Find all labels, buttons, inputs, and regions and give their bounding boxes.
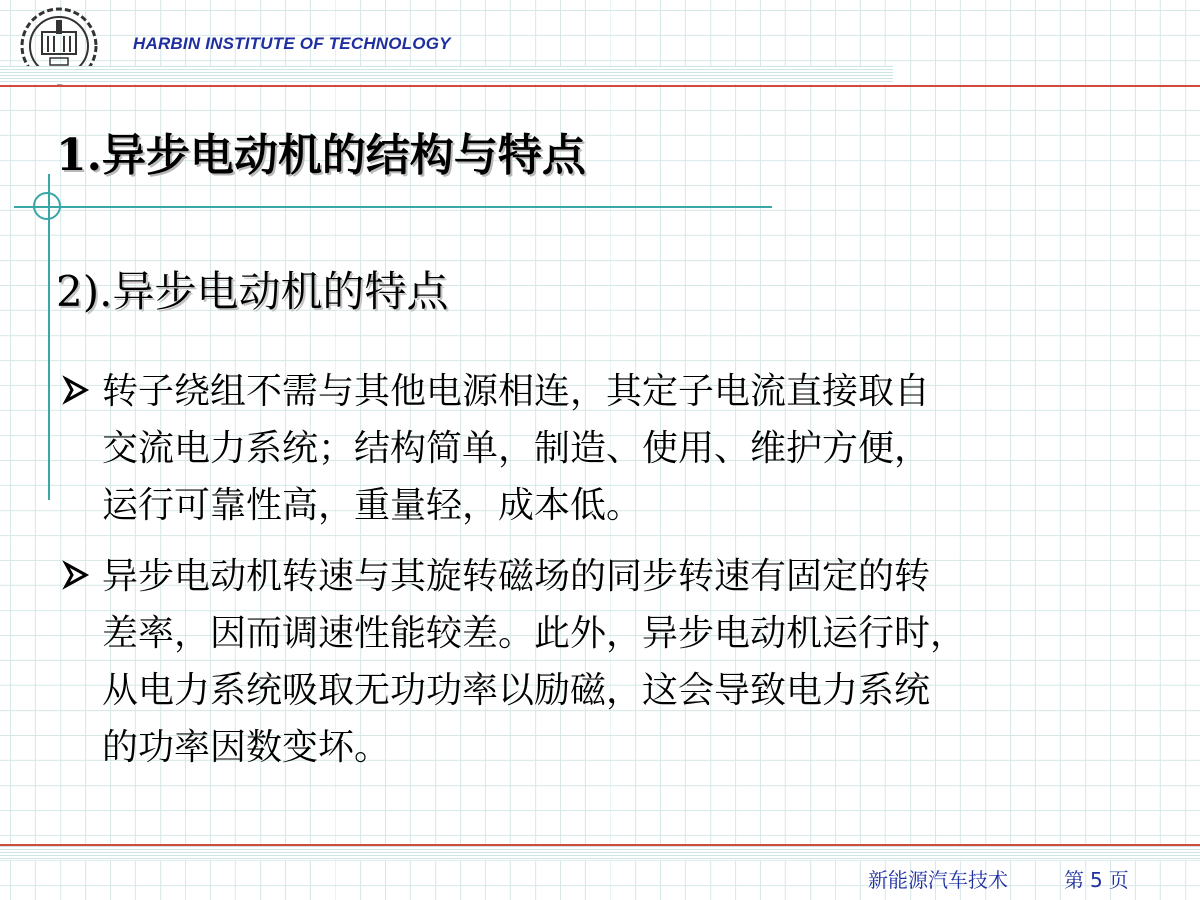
arrow-bullet-icon <box>60 375 90 405</box>
arrow-bullet-icon <box>60 560 90 590</box>
page-suffix: 页 <box>1108 868 1129 892</box>
page-number <box>1064 864 1129 893</box>
header-band <box>0 66 893 84</box>
bullet-item <box>56 363 1200 534</box>
bullet-line: 运行可靠性高，重量轻，成本低。 <box>102 485 643 526</box>
bullet-line: 的功率因数变坏。 <box>102 727 391 768</box>
bullet-line: 转子绕组不需与其他电源相连，其定子电流直接取自 <box>102 371 931 412</box>
footer-band <box>0 846 1200 860</box>
bullet-line: 差率，因而调速性能较差。此外，异步电动机运行时， <box>102 613 967 654</box>
header-divider <box>0 85 1200 87</box>
institute-name: HARBIN INSTITUTE OF TECHNOLOGY <box>133 34 451 53</box>
slide-subtitle: 2).异步电动机的特点 <box>56 267 449 316</box>
page-prefix: 第 <box>1064 868 1084 892</box>
decorative-horizontal-line <box>14 206 772 208</box>
bullet-item <box>56 548 1200 776</box>
bullet-line: 从电力系统吸取无功功率以励磁，这会导致电力系统 <box>102 670 931 711</box>
slide-title: 1.异步电动机的结构与特点 <box>56 130 586 181</box>
course-name: 新能源汽车技术 <box>868 868 1008 892</box>
bullet-line: 异步电动机转速与其旋转磁场的同步转速有固定的转 <box>102 556 931 597</box>
decorative-circle <box>33 192 61 220</box>
page-number-value: 5 <box>1090 868 1103 892</box>
decorative-vertical-line <box>48 174 50 500</box>
bullet-line: 交流电力系统；结构简单，制造、使用、维护方便， <box>102 428 931 469</box>
bullet-list <box>56 363 1200 790</box>
